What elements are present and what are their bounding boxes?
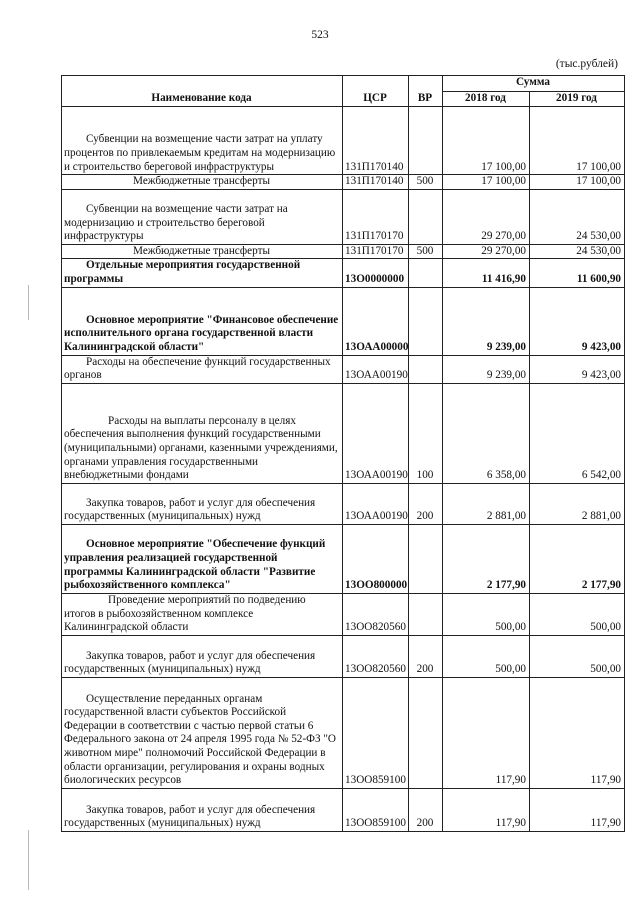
row-vr: 200 — [409, 635, 443, 677]
table-row — [62, 788, 625, 831]
row-csr: 13ОО820560 — [343, 593, 409, 635]
row-name: Расходы на обеспечение функций государственных органов — [62, 355, 343, 383]
row-name: Субвенции на возмещение части затрат на модернизацию и строительство береговой инфраструктуры — [62, 189, 343, 244]
row-vr: 200 — [409, 483, 443, 524]
row-2019: 500,00 — [530, 635, 625, 677]
row-2018: 29 270,00 — [443, 244, 530, 259]
table-row — [62, 244, 625, 259]
header-csr: ЦСР — [343, 76, 409, 107]
row-csr: 13ОАА00190 — [343, 483, 409, 524]
table-row — [62, 355, 625, 383]
row-2018: 2 881,00 — [443, 483, 530, 524]
row-vr — [409, 524, 443, 593]
row-2019: 11 600,90 — [530, 259, 625, 287]
row-name: Субвенции на возмещение части затрат на уплату процентов по привлекаемым кредитам на модернизацию и строительство береговой инфраструктуры — [62, 107, 343, 175]
row-2018: 500,00 — [443, 635, 530, 677]
table-row — [62, 107, 625, 175]
table-row — [62, 483, 625, 524]
table-row — [62, 259, 625, 287]
row-csr: 131П170140 — [343, 107, 409, 175]
row-csr: 131П170140 — [343, 175, 409, 190]
table-row — [62, 189, 625, 244]
row-2018: 117,90 — [443, 788, 530, 831]
row-2018: 9 239,00 — [443, 287, 530, 355]
header-sum: Сумма — [443, 76, 625, 92]
row-csr: 13ОО859100 — [343, 788, 409, 831]
row-csr: 13ОАА00190 — [343, 383, 409, 483]
row-vr: 500 — [409, 244, 443, 259]
header-name: Наименование кода — [62, 76, 343, 107]
row-2019: 24 530,00 — [530, 189, 625, 244]
row-vr — [409, 593, 443, 635]
table-row — [62, 635, 625, 677]
row-vr — [409, 259, 443, 287]
row-vr — [409, 677, 443, 788]
row-name: Отдельные мероприятия государственной программы — [62, 259, 343, 287]
row-name: Закупка товаров, работ и услуг для обеспечения государственных (муниципальных) нужд — [62, 635, 343, 677]
units-label: (тыс.рублей) — [555, 58, 618, 70]
row-2019: 9 423,00 — [530, 355, 625, 383]
table-row — [62, 287, 625, 355]
row-2018: 117,90 — [443, 677, 530, 788]
row-name: Закупка товаров, работ и услуг для обеспечения государственных (муниципальных) нужд — [62, 483, 343, 524]
table-row — [62, 524, 625, 593]
row-2018: 11 416,90 — [443, 259, 530, 287]
row-name: Основное мероприятие "Финансовое обеспечение исполнительного органа государственной власти Калининградской области" — [62, 287, 343, 355]
row-2019: 6 542,00 — [530, 383, 625, 483]
row-vr: 200 — [409, 788, 443, 831]
row-2019: 117,90 — [530, 677, 625, 788]
row-csr: 13ОО820560 — [343, 635, 409, 677]
margin-mark — [28, 285, 29, 320]
row-name: Осуществление переданных органам государственной власти субъектов Российской Федерации в соответствии с частью первой статьи 6 Федерального закона от 24 апреля 1995 года № 52-ФЗ "О животном мире" полномочий Российской Федерации в области организации, регулирования и охраны водных биологических ресурсов — [62, 677, 343, 788]
row-2018: 6 358,00 — [443, 383, 530, 483]
table-row — [62, 383, 625, 483]
header-vr: ВР — [409, 76, 443, 107]
row-csr: 13ОО800000 — [343, 524, 409, 593]
table-row — [62, 677, 625, 788]
row-csr: 13ОО859100 — [343, 677, 409, 788]
row-2018: 2 177,90 — [443, 524, 530, 593]
row-name: Межбюджетные трансферты — [62, 175, 343, 190]
row-2019: 24 530,00 — [530, 244, 625, 259]
table-row — [62, 593, 625, 635]
row-2018: 29 270,00 — [443, 189, 530, 244]
row-2019: 2 177,90 — [530, 524, 625, 593]
row-2019: 117,90 — [530, 788, 625, 831]
row-csr: 13ОАА00000 — [343, 287, 409, 355]
budget-table — [61, 75, 625, 832]
header-2019: 2019 год — [530, 91, 625, 107]
row-2019: 9 423,00 — [530, 287, 625, 355]
row-2018: 500,00 — [443, 593, 530, 635]
row-2019: 2 881,00 — [530, 483, 625, 524]
row-name: Закупка товаров, работ и услуг для обеспечения государственных (муниципальных) нужд — [62, 788, 343, 831]
margin-mark — [28, 830, 29, 890]
row-name: Основное мероприятие "Обеспечение функций управления реализацией государственной программы Калининградской области "Развитие рыбохозяйственного комплекса" — [62, 524, 343, 593]
row-2019: 500,00 — [530, 593, 625, 635]
table-row — [62, 175, 625, 190]
row-2019: 17 100,00 — [530, 107, 625, 175]
row-name: Межбюджетные трансферты — [62, 244, 343, 259]
table-body — [62, 107, 625, 832]
page-number: 523 — [311, 29, 329, 41]
header-2018: 2018 год — [443, 91, 530, 107]
row-vr — [409, 189, 443, 244]
row-csr: 131П170170 — [343, 244, 409, 259]
row-name: Проведение мероприятий по подведению итогов в рыбохозяйственном комплексе Калининградской области — [62, 593, 343, 635]
row-vr — [409, 355, 443, 383]
row-name: Расходы на выплаты персоналу в целях обеспечения выполнения функций государственными (муниципальными) органами, казенными учреждениями, органами управления государственными внебюджетными фондами — [62, 383, 343, 483]
row-csr: 131П170170 — [343, 189, 409, 244]
row-csr: 13ОАА00190 — [343, 355, 409, 383]
row-2018: 9 239,00 — [443, 355, 530, 383]
row-vr — [409, 107, 443, 175]
row-2018: 17 100,00 — [443, 107, 530, 175]
row-vr: 100 — [409, 383, 443, 483]
row-csr: 13О0000000 — [343, 259, 409, 287]
row-2019: 17 100,00 — [530, 175, 625, 190]
row-vr — [409, 287, 443, 355]
row-2018: 17 100,00 — [443, 175, 530, 190]
row-vr: 500 — [409, 175, 443, 190]
